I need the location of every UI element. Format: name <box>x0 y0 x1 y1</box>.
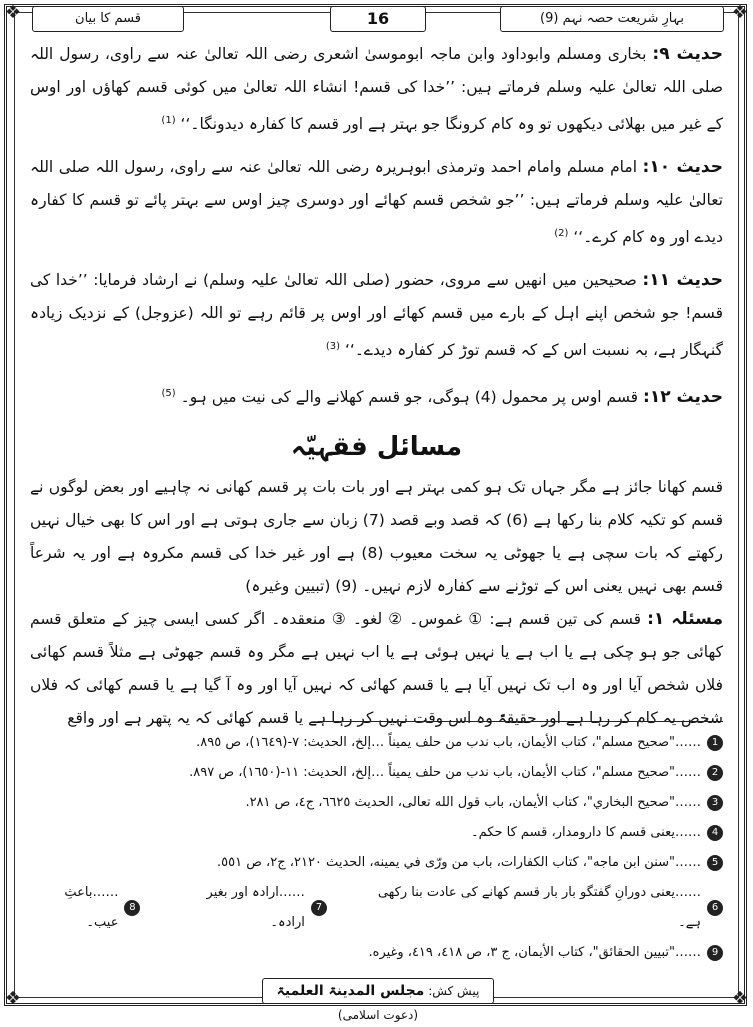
footnote-ref: (1) <box>161 115 176 126</box>
footnote-divider <box>318 721 723 722</box>
footnote-number: 2 <box>707 765 723 781</box>
hadith-text: صحیحین میں انھیں سے مروی، حضور (صلی اللہ تعالیٰ علیہ وسلم) نے ارشاد فرمایا: ’’خدا کی قسم! جو شخص اپنے اہل کے بارے میں قسم کھائے اور اوس پر قائم رہے تو اللہ (عزوجل) کے نزدیک زیادہ گنہگار ہے، بہ نسبت اس کے کہ قسم توڑ کر کفارہ دیدے۔‘‘ <box>30 271 723 360</box>
hadith-label: حدیث ۱۲: <box>643 387 723 408</box>
hadith-text: بخاری ومسلم وابوداود وابن ماجہ ابوموسیٰ اشعری رضی اللہ تعالیٰ عنہ سے راوی، رسول اللہ صلی اللہ تعالیٰ علیہ وسلم فرماتے ہیں: ’’خدا کی قسم! انشاء اللہ تعالیٰ میں کوئی قسم کھاؤں اور اوس کے غیر میں بھلائی دیکھوں تو وہ کام کرونگا جو بہتر ہے اور قسم کا کفارہ دیدونگا۔‘‘ <box>30 45 723 134</box>
masala-text: قسم کی تین قسم ہے: ① غموس۔ ② لغو۔ ③ منعقدہ۔ اگر کسی ایسی چیز کے متعلق قسم کھائی جو ہو چکی ہے یا اب ہے یا نہیں ہوئی ہے یا اب نہیں ہے مگر وہ قسم جھوٹی ہے مثلاً قسم کھائی فلاں شخص آیا اور وہ اب تک نہیں آیا ہے یا قسم کھائی کہ نہیں آیا اور وہ آ گیا ہے یا قسم کھائی کہ فلاں شخص یہ کام کر رہا ہے اور حقیقۃً وہ اس وقت نہیں کر رہا ہے یا قسم کھائی کہ یہ پتھر ہے اور واقع <box>30 609 723 727</box>
footnote-number: 9 <box>707 945 723 961</box>
footnote-text: ……"صحيح مسلم"، كتاب الأيمان، باب ندب من حلف يميناً …إلخ، الحديث: ١١-(١٦٥٠)، ص ٨٩٧. <box>189 765 701 780</box>
publisher-name: مجلس المدینۃ العلمیۃ <box>276 983 425 999</box>
hadith-9 <box>30 38 723 141</box>
hadith-label: حدیث ۱۰: <box>642 157 723 178</box>
main-content <box>30 38 723 735</box>
footnote-text: ……ارادہ اور بغیر ارادہ۔ <box>206 885 305 930</box>
section-heading: مسائل فقہیّہ <box>290 431 463 462</box>
publisher-footer <box>262 978 494 1022</box>
footnote-item <box>357 878 723 938</box>
footnote-number: 3 <box>707 795 723 811</box>
page-number <box>330 6 426 32</box>
footnote-item <box>30 818 723 848</box>
footnote-text: ……یعنی دورانِ گفتگو بار بار قسم کھانے کی عادت بنا رکھی ہے۔ <box>377 885 701 930</box>
footer-prefix: پیش کش: <box>428 984 480 998</box>
footnote-text: ……"سنن ابن ماجه"، كتاب الكفارات، باب من ورّى في يمينه، الحديث ٢١٢٠، ج٢، ص ٥٥١. <box>216 855 701 870</box>
corner-ornament-icon: ❖ <box>4 988 22 1009</box>
footnote-row <box>30 878 723 938</box>
book-title: بہارِ شریعت حصہ نہم (9) <box>540 11 684 26</box>
footnote-number: 6 <box>707 900 723 916</box>
footnote-number: 8 <box>124 900 140 916</box>
footnotes <box>30 728 723 968</box>
hadith-text: امام مسلم وامام احمد وترمذی ابوہریرہ رضی اللہ تعالیٰ عنہ سے راوی، رسول اللہ صلی اللہ تعالیٰ علیہ وسلم فرماتے ہیں: ’’جو شخص قسم کھائے اور دوسری چیز اوس سے بہتر پائے تو قسم کا کفارہ دیدے اور وہ کام کرے۔‘‘ <box>30 158 723 247</box>
footnote-number: 4 <box>707 825 723 841</box>
corner-ornament-icon: ❖ <box>731 2 749 23</box>
hadith-text: قسم اوس پر محمول (4) ہوگی، جو قسم کھلانے والے کی نیت میں ہو۔ <box>180 388 639 407</box>
footnote-item <box>30 788 723 818</box>
footnote-text: ……"صحيح مسلم"، كتاب الأيمان، باب ندب من حلف يميناً …إلخ، الحديث: ٧-(١٦٤٩)، ص ٨٩٥. <box>196 735 701 750</box>
corner-ornament-icon: ❖ <box>731 988 749 1009</box>
footnote-number: 5 <box>707 855 723 871</box>
header-chapter-title <box>32 6 184 32</box>
chapter-title: قسم کا بیان <box>75 11 141 26</box>
footnote-text: ……باعثِ عیب۔ <box>64 885 119 930</box>
footnote-item <box>30 878 140 938</box>
masala-label: مسئلہ ۱: <box>647 608 723 629</box>
footnote-number: 1 <box>707 735 723 751</box>
fiqh-paragraph: قسم کھانا جائز ہے مگر جہاں تک ہو کمی بہتر ہے اور بات بات پر قسم کھانی نہ چاہیے اور بعض لوگوں نے قسم کو تکیہ کلام بنا رکھا ہے (6) کہ قصد وبے قصد (7) زبان سے جاری ہوتی ہے اور اس کا بھی خیال نہیں رکھتے کہ بات سچی ہے یا جھوٹی یہ سخت معیوب (8) ہے اور غیر خدا کی قسم مکروہ ہے اور یہ شرعاً قسم بھی نہیں یعنی اس کے توڑنے سے کفارہ لازم نہیں۔ (9) (تبیین وغیرہ) <box>30 477 723 595</box>
hadith-label: حدیث ۱۱: <box>642 270 724 291</box>
footnote-text: ……"صحيح البخاري"، كتاب الأيمان، باب قول الله تعالى، الحديث ٦٦٢٥، ج٤، ص ٢٨١. <box>245 795 701 810</box>
corner-ornament-icon: ❖ <box>4 2 22 23</box>
hadith-11 <box>30 264 723 367</box>
footnote-item <box>30 758 723 788</box>
hadith-10 <box>30 151 723 254</box>
footnote-text: ……"تبيين الحقائق"، كتاب الأيمان، ج ٣، ص ٤١٨، ٤١٩، وغيره. <box>368 945 701 960</box>
footer-suffix: (دعوت اسلامی) <box>337 1008 419 1022</box>
footnote-text: ……یعنی قسم کا دارومدار، قسم کا حکم۔ <box>471 825 701 840</box>
footnote-ref: (5) <box>161 388 176 400</box>
footnote-item <box>30 848 723 878</box>
hadith-label: حدیث ۹: <box>652 44 723 64</box>
masala-1 <box>30 603 723 735</box>
hadith-12 <box>30 377 723 414</box>
header-book-title <box>500 6 724 32</box>
footnote-item <box>30 938 723 968</box>
page-number-text: 16 <box>366 9 390 28</box>
footnote-ref: (2) <box>554 228 569 240</box>
footnote-item <box>170 878 326 938</box>
footnote-item <box>30 728 723 758</box>
footnote-ref: (3) <box>325 341 341 353</box>
footnote-number: 7 <box>311 900 327 916</box>
